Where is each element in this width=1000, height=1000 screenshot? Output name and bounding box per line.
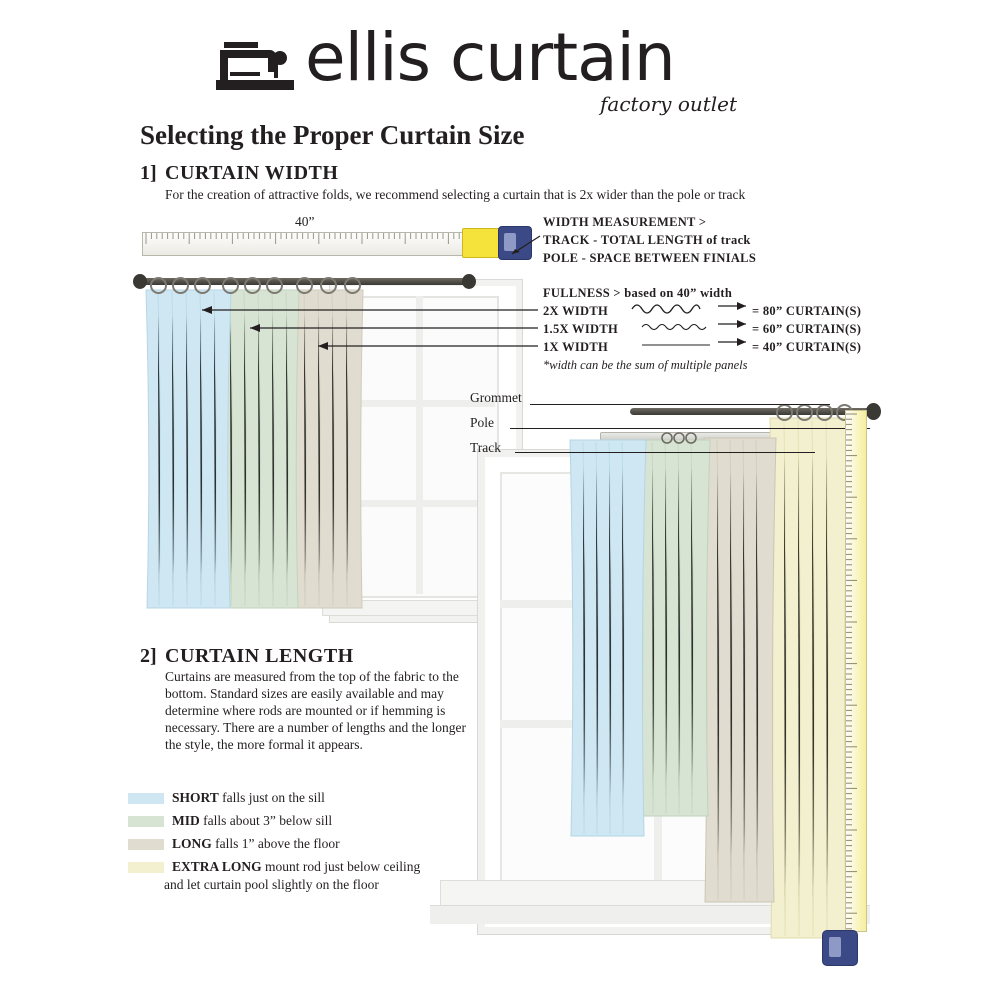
grommet-ring — [320, 277, 337, 294]
label-track: Track — [470, 440, 502, 455]
fullness-footnote: *width can be the sum of multiple panels — [543, 358, 748, 372]
legend-mid-bold: MID — [172, 813, 200, 828]
fullness-row-2x-result: = 80” CURTAIN(S) — [752, 304, 862, 318]
legend-swatch-mid — [128, 816, 164, 827]
legend-extra-long-text: mount rod just below ceiling — [261, 859, 421, 874]
grommet-ring — [150, 277, 167, 294]
track-glider-icons — [660, 430, 706, 446]
grommet-ring — [296, 277, 313, 294]
legend-swatch-long — [128, 839, 164, 850]
label-pole: Pole — [470, 415, 495, 430]
legend-extra-long-bold: EXTRA LONG — [172, 859, 262, 874]
leader-line-track — [515, 452, 815, 453]
fullness-row-1x-result: = 40” CURTAIN(S) — [752, 340, 862, 354]
fullness-result-arrows — [716, 300, 756, 358]
page-title: Selecting the Proper Curtain Size — [140, 120, 525, 150]
grommet-ring — [344, 277, 361, 294]
leader-line-pole — [510, 428, 870, 429]
section2-number: 2] — [140, 645, 157, 667]
tape-measure-end — [462, 228, 502, 258]
tape-measure-label: 40” — [295, 214, 315, 229]
fullness-row-2x-label: 2X WIDTH — [543, 304, 609, 318]
section1-heading: CURTAIN WIDTH — [165, 162, 339, 184]
grommet-ring — [816, 404, 833, 421]
legend-short-bold: SHORT — [172, 790, 219, 805]
tape-measure-ticks — [142, 232, 472, 254]
fullness-row-15x-result: = 60” CURTAIN(S) — [752, 322, 862, 336]
callout-leader-lines — [506, 228, 546, 268]
grommet-ring — [222, 277, 239, 294]
label-grommet: Grommet — [470, 390, 522, 405]
legend-item-mid — [128, 813, 488, 829]
deep-wave-icon — [630, 300, 710, 318]
legend-item-short — [128, 790, 488, 806]
legend-item-extra-long — [128, 859, 528, 875]
legend-mid-text: falls about 3” below sill — [199, 813, 333, 828]
section2-heading: CURTAIN LENGTH — [165, 645, 354, 667]
fullness-row-15x-label: 1.5X WIDTH — [543, 322, 619, 336]
medium-wave-icon — [640, 318, 718, 336]
section1-description: For the creation of attractive folds, we recommend selecting a curtain that is 2x wider than the pole or track — [165, 187, 746, 202]
fullness-row-1x-label: 1X WIDTH — [543, 340, 609, 354]
legend-item-extra-long-line2: and let curtain pool slightly on the floor — [164, 877, 379, 892]
fullness-arrows — [190, 296, 540, 366]
brand-tagline: factory outlet — [600, 92, 738, 116]
callout-width-measurement: WIDTH MEASUREMENT > — [543, 215, 707, 229]
rod-finial-right — [462, 274, 476, 289]
section2-description: Curtains are measured from the top of the fabric to the bottom. Standard sizes are easily available and may determine where rods are mounted or if hemming is necessary. There are a number of lengths and the longer the style, the more formal it appears. — [165, 669, 467, 752]
callout-track: TRACK - TOTAL LENGTH of track — [543, 233, 751, 247]
flat-wave-icon — [640, 336, 718, 354]
legend-long-text: falls 1” above the floor — [211, 836, 340, 851]
legend-swatch-extra-long — [128, 862, 164, 873]
grommet-ring — [796, 404, 813, 421]
grommet-ring — [776, 404, 793, 421]
vertical-tape-ticks — [845, 410, 865, 930]
grommet-ring — [266, 277, 283, 294]
leader-line-grommet — [530, 404, 830, 405]
section1-number: 1] — [140, 162, 157, 184]
fullness-title: FULLNESS > based on 40” width — [543, 286, 733, 300]
brand-name: ellis curtain — [305, 19, 675, 96]
legend-long-bold: LONG — [172, 836, 212, 851]
pole-finial-right — [866, 403, 881, 420]
legend-short-text: falls just on the sill — [218, 790, 325, 805]
sewing-machine-icon — [210, 36, 300, 94]
callout-pole: POLE - SPACE BETWEEN FINIALS — [543, 251, 757, 265]
vertical-tape-case-window — [829, 937, 841, 957]
legend-item-long — [128, 836, 488, 852]
window-mullion-horizontal-2 — [345, 500, 495, 507]
curtain-panel-short-right — [566, 432, 650, 842]
grommet-ring — [244, 277, 261, 294]
legend-swatch-short — [128, 793, 164, 804]
brand-logo — [170, 14, 830, 119]
grommet-ring — [194, 277, 211, 294]
grommet-ring — [172, 277, 189, 294]
